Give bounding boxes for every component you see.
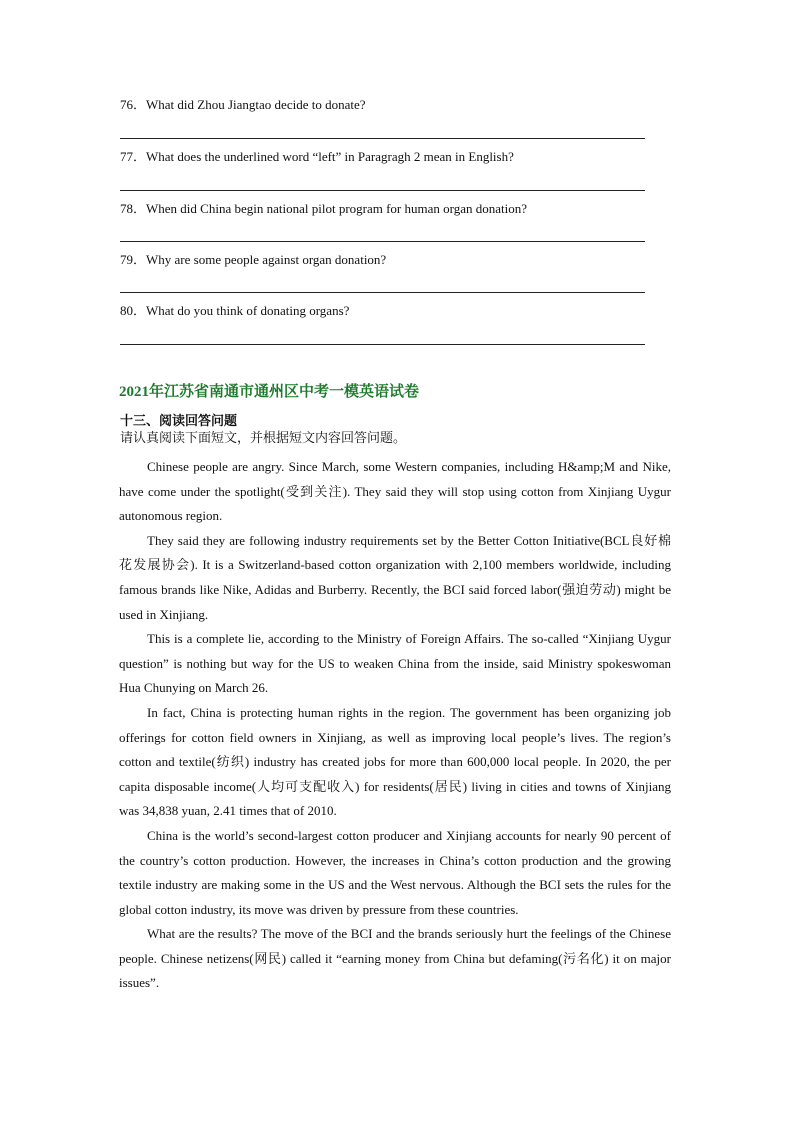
question-number: 78． <box>120 201 147 216</box>
question-number: 79． <box>120 252 147 267</box>
question-text: When did China begin national pilot program for human organ donation? <box>146 201 528 216</box>
passage-paragraph: In fact, China is protecting human rights in the region. The government has been organizing job offerings for cotton field owners in Xinjiang, as well as improving local people’s lives. The region’s cotton and textile(纺织) industry has created jobs for more than 600,000 local people. In 2020, the per capita disposable income(人均可支配收入) for residents(居民) living in cities and towns of Xinjiang was 34,838 yuan, 2.41 times that of 2010. <box>119 704 671 819</box>
question-77 <box>120 149 514 165</box>
passage-paragraph: Chinese people are angry. Since March, some Western companies, including H&amp;M and Nike, have come under the spotlight(受到关注). They said they will stop using cotton from Xinjiang Uygur autonomous region. <box>119 459 671 524</box>
passage-paragraph: They said they are following industry requirements set by the Better Cotton Initiative(BCL良好棉花发展协会). It is a Switzerland-based cotton organization with 2,100 members worldwide, including famous brands like Nike, Adidas and Burberry. Recently, the BCI said forced labor(强迫劳动) might be used in Xinjiang. <box>119 532 671 622</box>
passage-paragraph: China is the world’s second-largest cotton producer and Xinjiang accounts for nearly 90 percent of the country’s cotton production. However, the increases in China’s cotton production and the growing textile industry are making some in the US and the West nervous. Although the BCI sets the rules for the global cotton industry, its move was driven by pressure from these countries. <box>119 827 671 917</box>
answer-line-78[interactable] <box>120 241 645 242</box>
reading-passage <box>119 455 671 996</box>
exam-title: 2021年江苏省南通市通州区中考一模英语试卷 <box>119 384 420 400</box>
instruction-text: 请认真阅读下面短文，并根据短文内容回答问题。 <box>120 430 407 445</box>
question-text: Why are some people against organ donation? <box>146 252 387 267</box>
question-76 <box>120 97 366 113</box>
question-79 <box>120 252 386 268</box>
question-number: 77． <box>120 149 147 164</box>
answer-line-80[interactable] <box>120 344 645 345</box>
answer-line-79[interactable] <box>120 292 645 293</box>
passage-paragraph: This is a complete lie, according to the Ministry of Foreign Affairs. The so-called “Xinjiang Uygur question” is nothing but way for the US to weaken China from the inside, said Ministry spokeswoman Hua Chunying on March 26. <box>119 631 671 696</box>
part-heading: 十三、阅读回答问题 <box>120 413 238 428</box>
question-number: 80． <box>120 303 147 318</box>
question-text: What does the underlined word “left” in Paragragh 2 mean in English? <box>146 149 514 164</box>
question-text: What did Zhou Jiangtao decide to donate? <box>146 97 366 112</box>
passage-paragraph: What are the results? The move of the BCI and the brands seriously hurt the feelings of the Chinese people. Chinese netizens(网民) called it “earning money from China but defaming(污名化) it on major issues”. <box>119 926 671 991</box>
question-number: 76． <box>120 97 147 112</box>
question-78 <box>120 201 527 217</box>
answer-line-76[interactable] <box>120 138 645 139</box>
question-80 <box>120 303 349 319</box>
answer-line-77[interactable] <box>120 190 645 191</box>
question-text: What do you think of donating organs? <box>146 303 350 318</box>
